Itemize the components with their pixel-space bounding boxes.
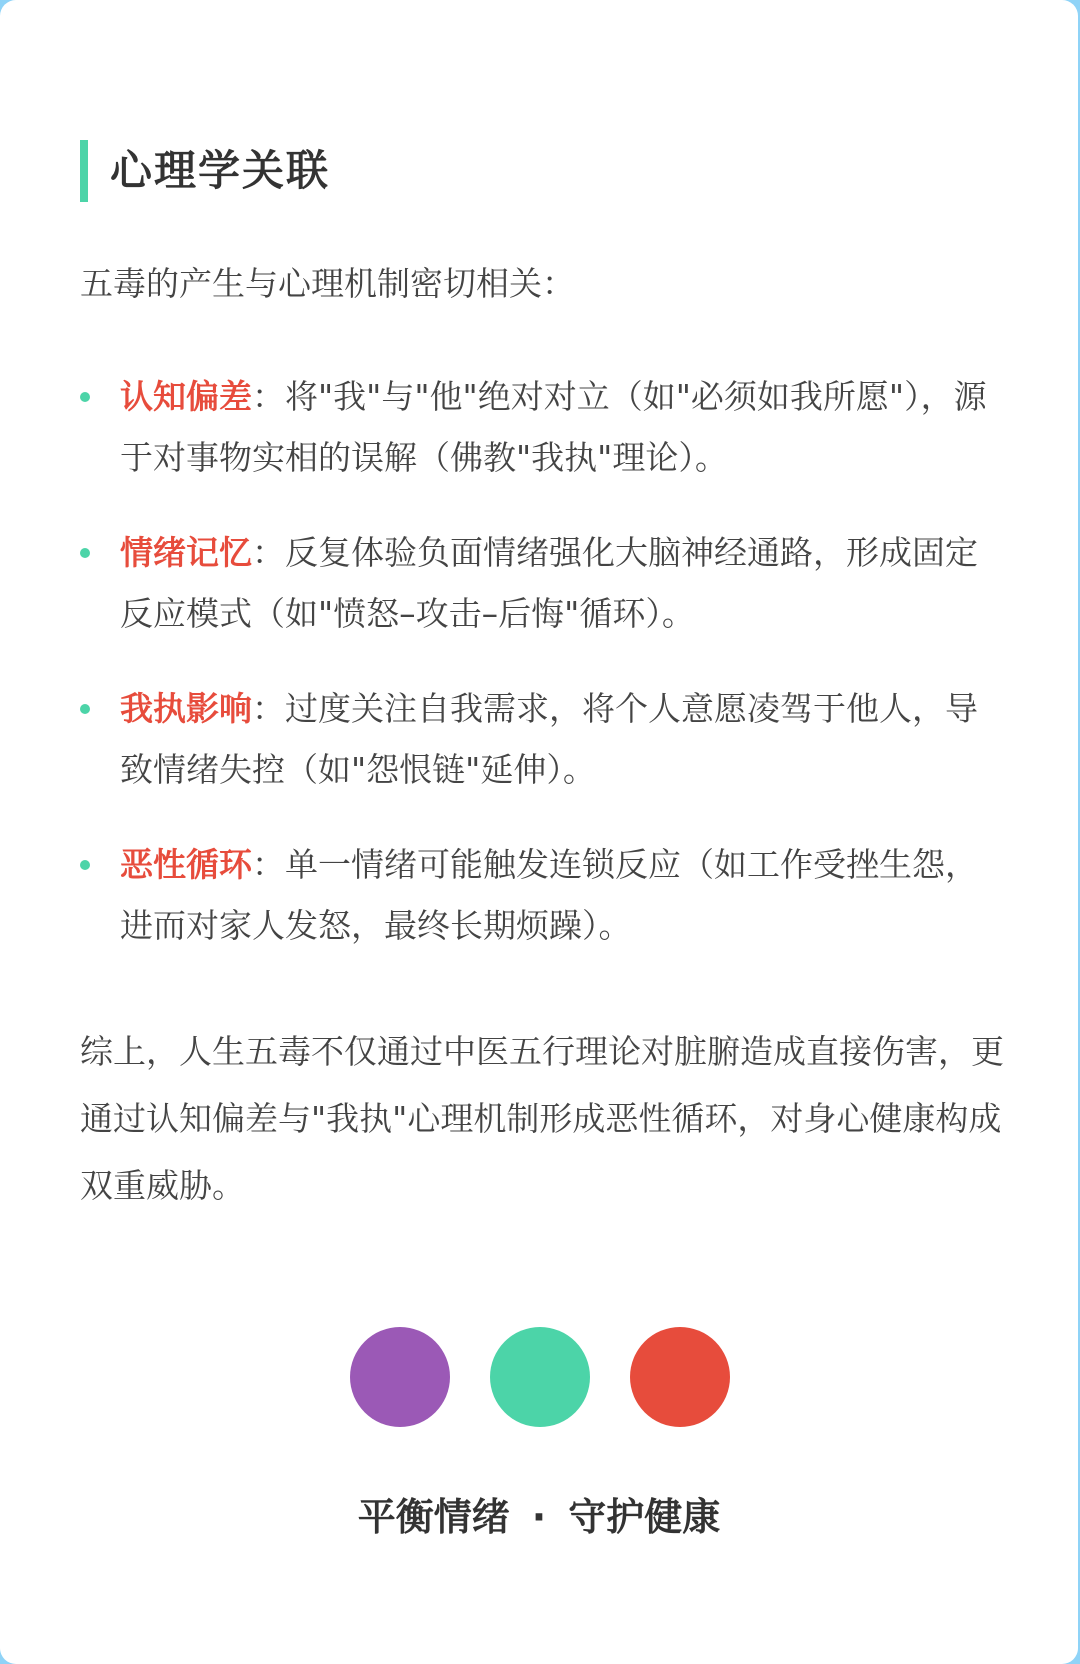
bullet-text: 过度关注自我需求，将个人意愿凌驾于他人，导致情绪失控（如"怨恨链"延伸）。 (120, 689, 978, 789)
summary-paragraph: 综上，人生五毒不仅通过中医五行理论对脏腑造成直接伤害，更通过认知偏差与"我执"心理机制形成恶性循环，对身心健康构成双重威胁。 (80, 1032, 1004, 1205)
bullet-term: 认知偏差 (120, 377, 252, 416)
section-header (80, 140, 330, 202)
bullet-separator: ： (252, 377, 285, 416)
bullet-separator: ： (252, 533, 285, 572)
red-circle-icon (630, 1327, 730, 1427)
tagline-separator: · (531, 1495, 547, 1539)
purple-circle-icon (350, 1327, 450, 1427)
accent-bar (80, 140, 88, 202)
bullet-separator: ： (252, 689, 285, 728)
footer-tagline (0, 1490, 1078, 1544)
intro-text: 五毒的产生与心理机制密切相关： (80, 264, 575, 303)
bullet-dot-icon (80, 860, 90, 870)
bullet-term: 我执影响 (120, 689, 252, 728)
tagline-left: 平衡情绪 (357, 1495, 510, 1539)
bullet-text: 反复体验负面情绪强化大脑神经通路，形成固定反应模式（如"愤怒–攻击–后悔"循环）。 (120, 533, 978, 633)
bullet-separator: ： (252, 845, 285, 884)
green-circle-icon (490, 1327, 590, 1427)
bullet-dot-icon (80, 704, 90, 714)
list-item (80, 522, 1000, 644)
bullet-text: 单一情绪可能触发连锁反应（如工作受挫生怨，进而对家人发怒，最终长期烦躁）。 (120, 845, 978, 945)
bullet-dot-icon (80, 548, 90, 558)
list-item (80, 678, 1000, 800)
list-item (80, 834, 1000, 956)
section-title: 心理学关联 (110, 146, 331, 195)
bullet-dot-icon (80, 392, 90, 402)
tagline-right: 守护健康 (568, 1495, 721, 1539)
bullet-text: 将"我"与"他"绝对对立（如"必须如我所愿"），源于对事物实相的误解（佛教"我执"理论）。 (120, 377, 987, 477)
bullet-term: 恶性循环 (120, 845, 252, 884)
bullet-term: 情绪记忆 (120, 533, 252, 572)
decor-circles (350, 1327, 730, 1427)
bullet-list (80, 366, 1000, 990)
list-item (80, 366, 1000, 488)
